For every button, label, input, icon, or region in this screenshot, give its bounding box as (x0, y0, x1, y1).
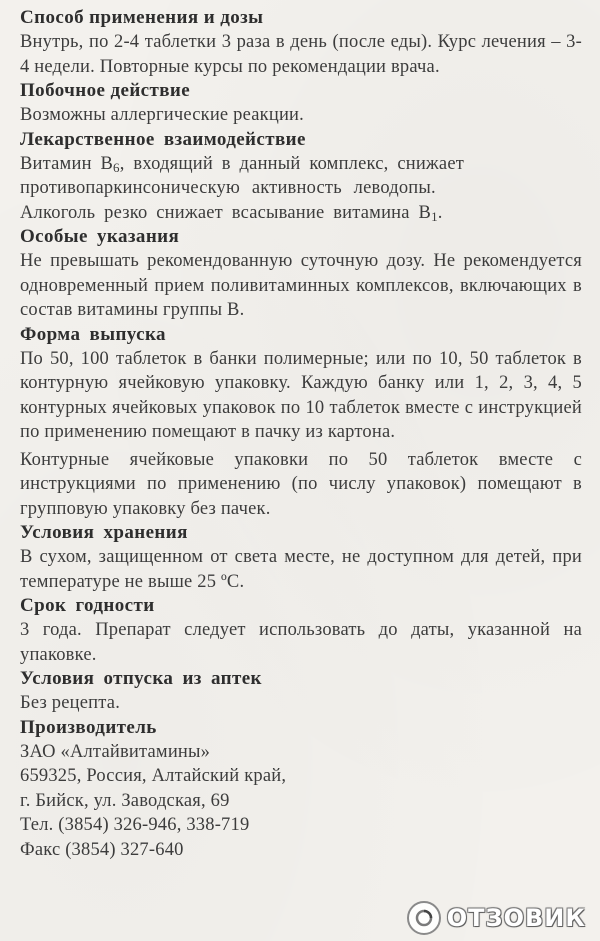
otzovik-logo-icon (407, 901, 441, 935)
special-text: Не превышать рекомендованную суточную дозу. Не рекомендуется одновременный прием поливитаминных комплексов, включающих в состав витамины группы В. (20, 251, 582, 320)
shelf-life-heading: Срок годности (20, 595, 155, 616)
dispensing-text: Без рецепта. (20, 693, 121, 713)
manufacturer-phone: Тел. (3854) 326-946, 338-719 (20, 815, 250, 835)
otzovik-watermark-text: ОТЗОВИК (446, 904, 586, 932)
form-text-2: Контурные ячейковые упаковки по 50 таблеток вместе с инструкциями по применению (по числу упаковок) помещают в групповую упаковку без пачек. (20, 449, 582, 519)
side-effects-heading: Побочное действие (20, 80, 191, 101)
form-heading: Форма выпуска (20, 323, 166, 345)
manufacturer-address-2: г. Бийск, ул. Заводская, 69 (20, 790, 230, 811)
manufacturer-address-1: 659325, Россия, Алтайский край, (20, 766, 287, 786)
interactions-line-1: Витамин $B_6$, входящий в данный комплекс, снижает (20, 153, 465, 175)
manufacturer-heading: Производитель (20, 716, 157, 738)
interactions-line-3: Алкоголь резко снижает всасывание витамина $B_1$. (20, 202, 443, 224)
dispensing-heading: Условия отпуска из аптек (20, 668, 262, 689)
shelf-life-text: 3 года. Препарат следует использовать до даты, указанной на упаковке. (20, 620, 582, 665)
storage-heading: Условия хранения (20, 522, 188, 543)
dosage-text: Внутрь, по 2-4 таблетки 3 раза в день (после еды). Курс лечения – 3-4 недели. Повторные курсы по рекомендации врача. (20, 32, 582, 77)
interactions-heading: Лекарственное взаимодействие (20, 128, 306, 150)
side-effects-text: Возможны аллергические реакции. (20, 105, 304, 125)
manufacturer-name: ЗАО «Алтайвитамины» (20, 741, 211, 762)
special-heading: Особые указания (20, 226, 180, 247)
storage-text: В сухом, защищенном от света месте, не доступном для детей, при температуре не выше 25 ºС. (20, 547, 582, 592)
interactions-line-2: противопаркинсоническую активность леводопы. (20, 178, 436, 198)
form-text-1: По 50, 100 таблеток в банки полимерные; или по 10, 50 таблеток в контурную ячейковую упаковку. Каждую банку или 1, 2, 3, 4, 5 контурных ячейковых упаковок по 10 таблеток вместе с инструкцией по применению помещают в пачку из картона. (20, 348, 582, 442)
instruction-text (20, 6, 582, 862)
dosage-heading: Способ применения и дозы (20, 7, 264, 28)
otzovik-watermark (407, 901, 586, 935)
manufacturer-fax: Факс (3854) 327-640 (20, 839, 184, 860)
